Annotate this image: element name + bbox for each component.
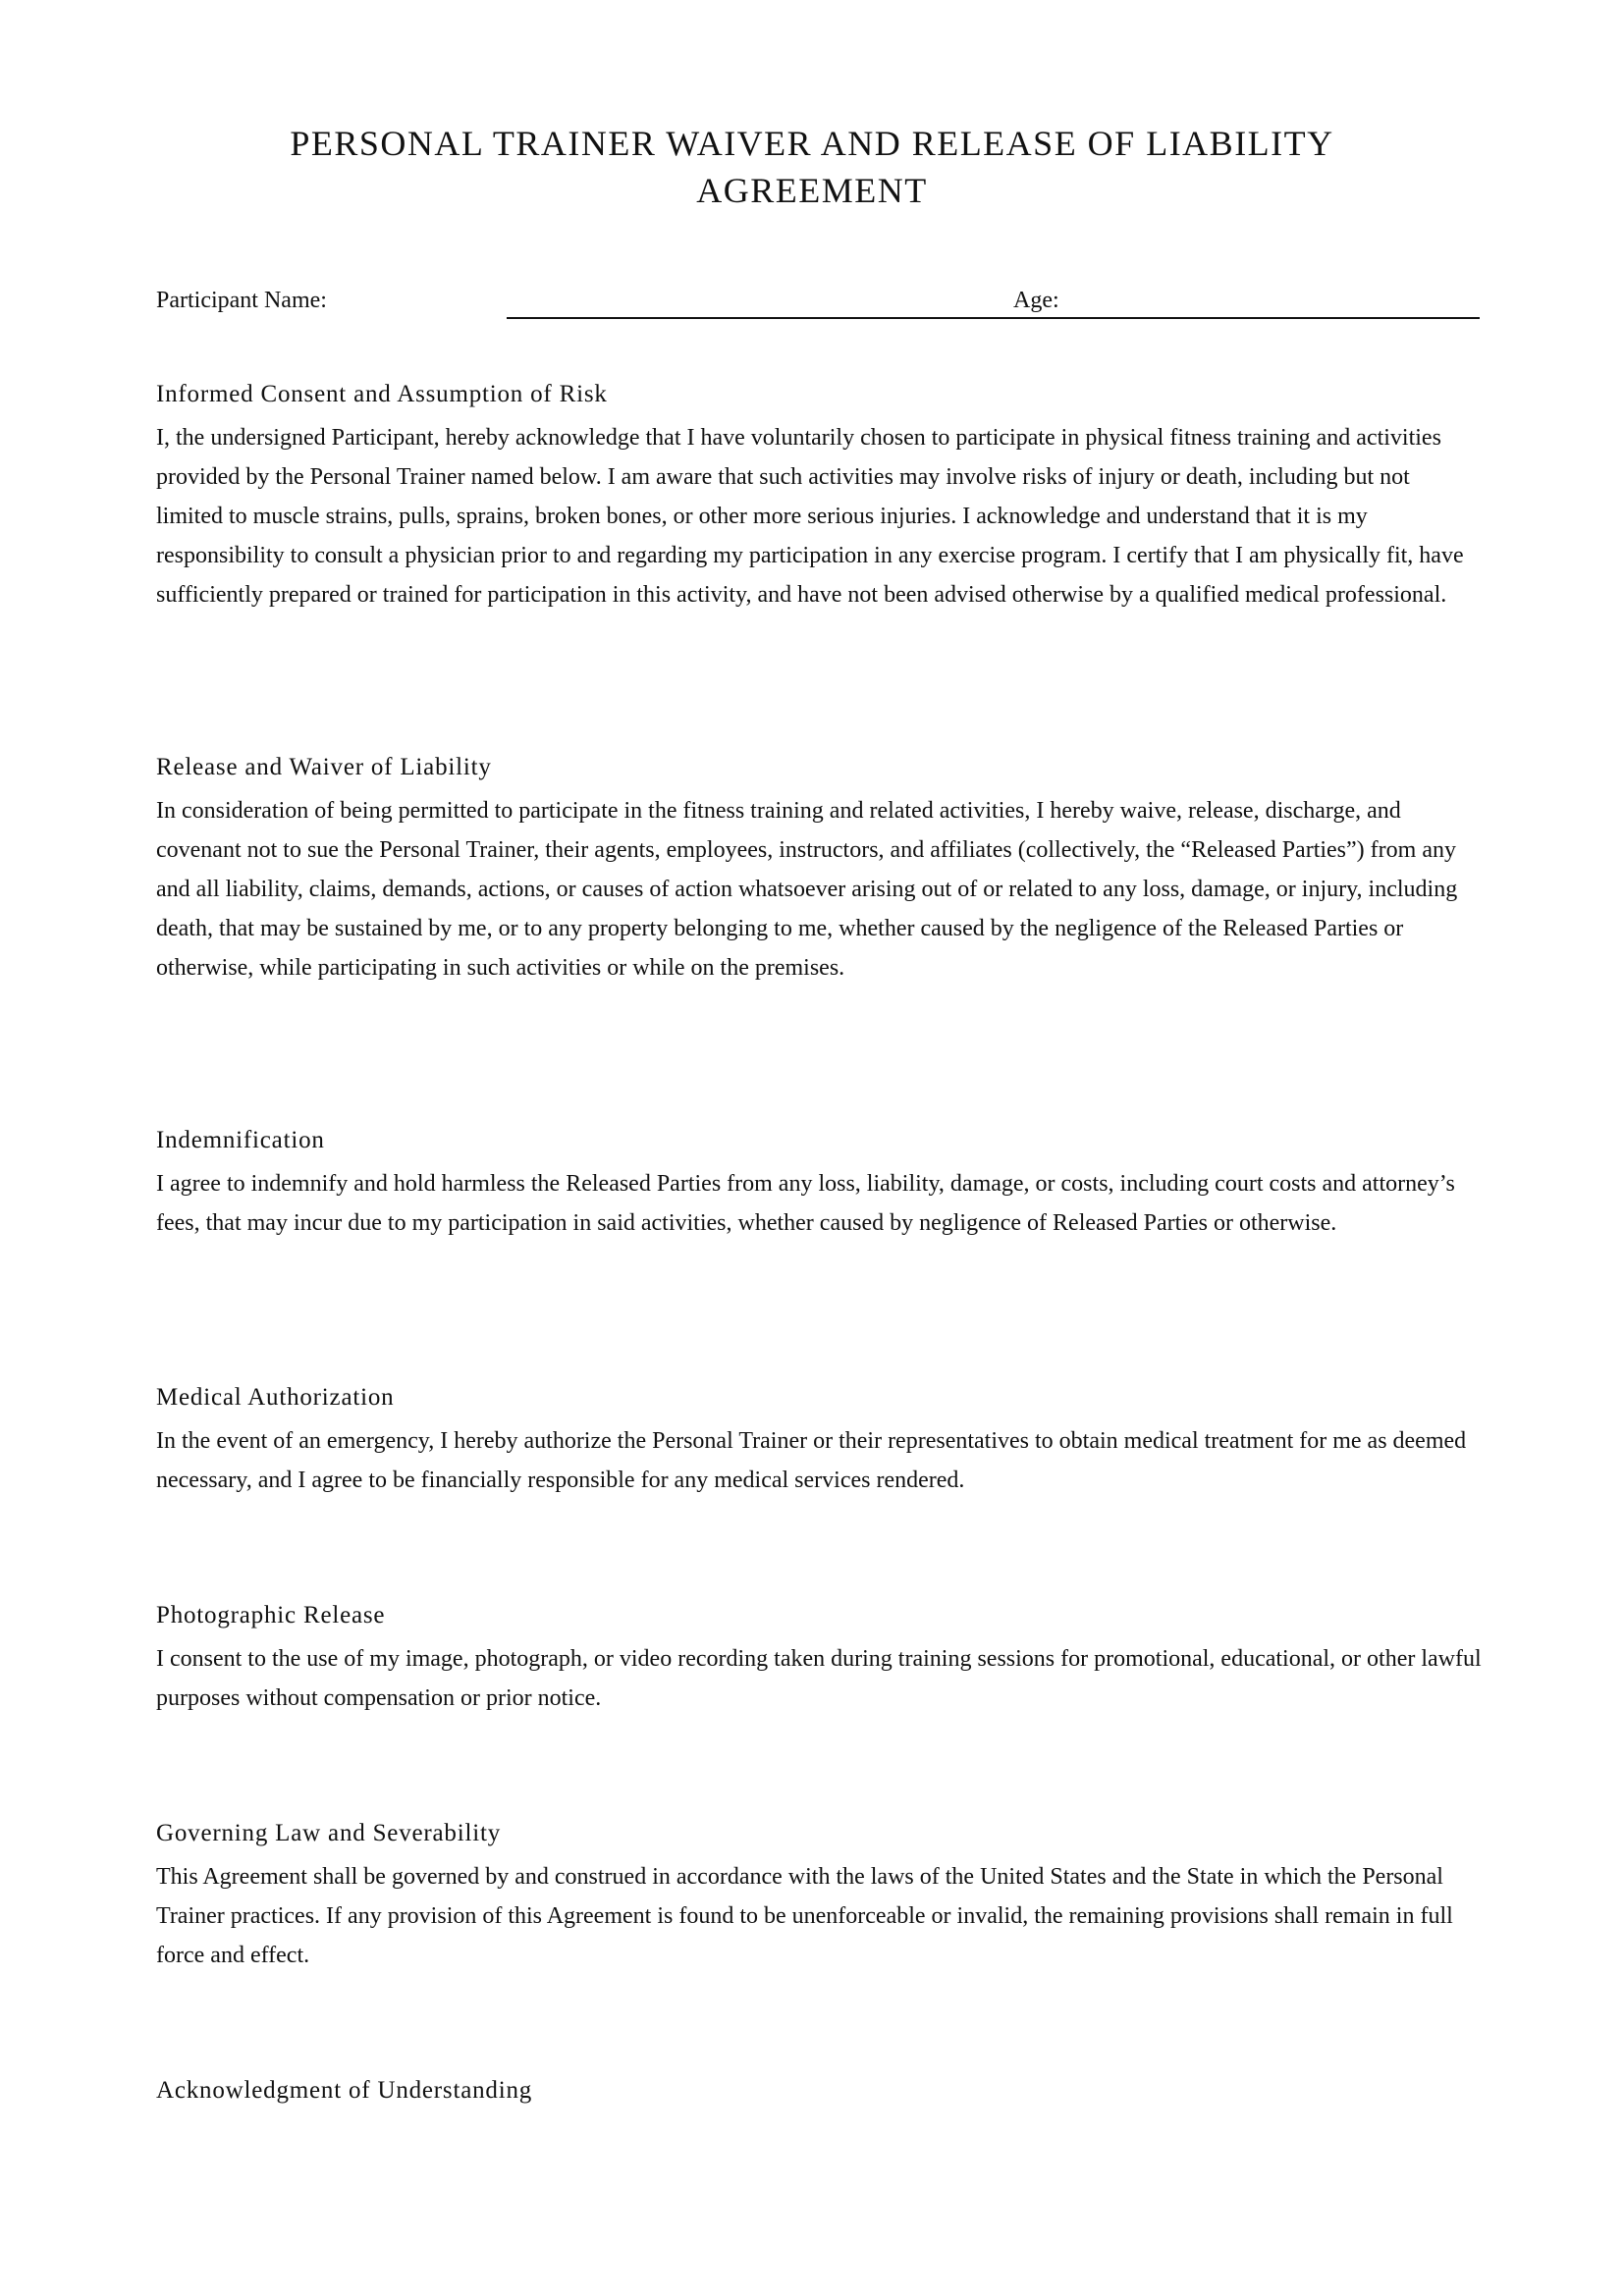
section-heading: Indemnification <box>156 1127 325 1153</box>
document-title: PERSONAL TRAINER WAIVER AND RELEASE OF LIABILITY AGREEMENT <box>290 124 1334 210</box>
section-body: In the event of an emergency, I hereby authorize the Personal Trainer or their representatives to obtain medical treatment for me as deemed necessary, and I agree to be financially responsible for any medical services rendered. <box>156 1428 1467 1493</box>
age-label: Age: <box>1013 288 1059 313</box>
section-heading: Governing Law and Severability <box>156 1820 501 1846</box>
section-indemnification <box>156 1125 1482 1243</box>
participant-info-row <box>156 285 1480 324</box>
section-photographic-release <box>156 1600 1482 1718</box>
section-governing-law <box>156 1818 1482 1975</box>
section-body: In consideration of being permitted to participate in the fitness training and related activities, I hereby waive, release, discharge, and covenant not to sue the Personal Trainer, their agents, employees, instructors, and affiliates (collectively, the “Released Parties”) from any and all liability, claims, demands, actions, or causes of action whatsoever arising out of or related to any loss, damage, or injury, including death, that may be sustained by me, or to any property belonging to me, whether caused by the negligence of the Released Parties or otherwise, while participating in such activities or while on the premises. <box>156 798 1458 981</box>
section-release-waiver <box>156 752 1482 988</box>
section-heading: Acknowledgment of Understanding <box>156 2077 533 2104</box>
section-body: I, the undersigned Participant, hereby acknowledge that I have voluntarily chosen to participate in physical fitness training and activities provided by the Personal Trainer named below. I am aware that such activities may involve risks of injury or death, including but not limited to muscle strains, pulls, sprains, broken bones, or other more serious injuries. I acknowledge and understand that it is my responsibility to consult a physician prior to and regarding my participation in any exercise program. I certify that I am physically fit, have sufficiently prepared or trained for participation in this activity, and have not been advised otherwise by a qualified medical professional. <box>156 425 1464 608</box>
section-body: This Agreement shall be governed by and construed in accordance with the laws of the United States and the State in which the Personal Trainer practices. If any provision of this Agreement is found to be unenforceable or invalid, the remaining provisions shall remain in full force and effect. <box>156 1864 1453 1968</box>
participant-name-line[interactable] <box>507 317 1480 319</box>
section-body: I consent to the use of my image, photograph, or video recording taken during training sessions for promotional, educational, or other lawful purposes without compensation or prior notice. <box>156 1646 1482 1711</box>
section-heading: Photographic Release <box>156 1602 386 1629</box>
section-heading: Informed Consent and Assumption of Risk <box>156 381 608 407</box>
section-body: I agree to indemnify and hold harmless the Released Parties from any loss, liability, damage, or costs, including court costs and attorney’s fees, that may incur due to my participation in said activities, whether caused by negligence of Released Parties or otherwise. <box>156 1171 1455 1236</box>
section-informed-consent <box>156 379 1482 614</box>
section-heading: Release and Waiver of Liability <box>156 754 492 780</box>
section-medical-authorization <box>156 1382 1482 1500</box>
section-heading: Medical Authorization <box>156 1384 395 1411</box>
section-acknowledgment <box>156 2075 1482 2114</box>
participant-name-label: Participant Name: <box>156 288 327 313</box>
